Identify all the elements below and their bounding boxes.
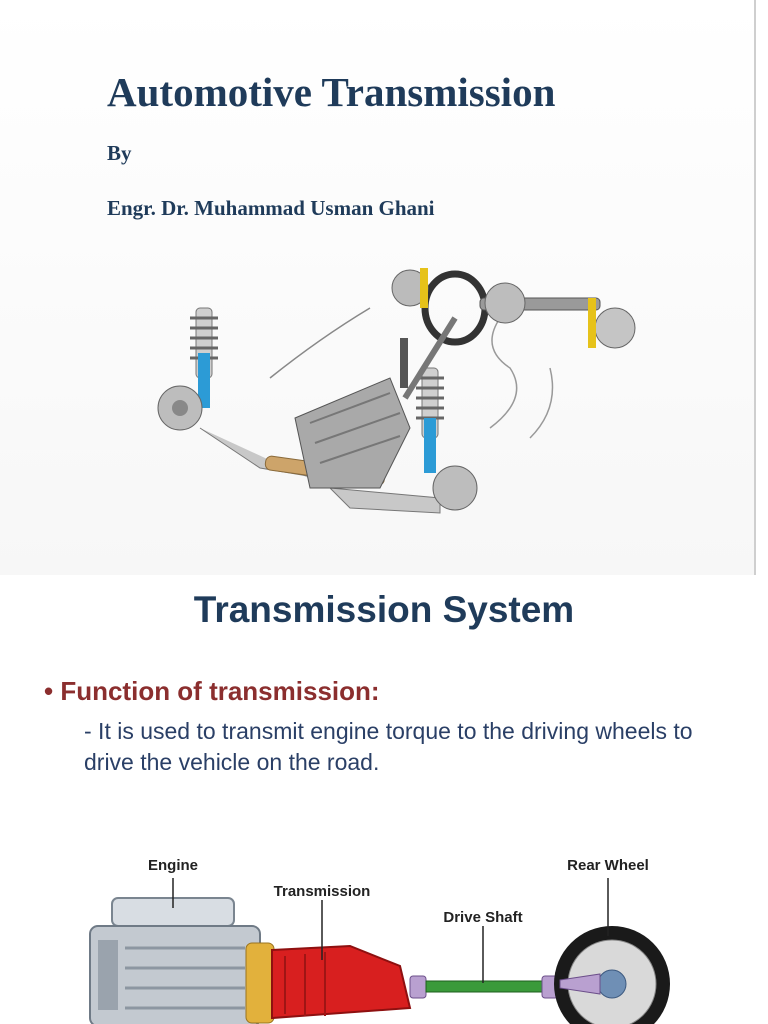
slide-divider xyxy=(754,0,756,575)
slide-1-title: Automotive Transmission xyxy=(107,69,556,115)
label-rear-wheel: Rear Wheel xyxy=(567,857,649,874)
transmission-assembly-illustration xyxy=(150,258,650,538)
bullet-heading: • Function of transmission: xyxy=(44,676,380,706)
transmission-housing xyxy=(272,946,410,1018)
label-transmission: Transmission xyxy=(273,883,371,900)
slide-2-title: Transmission System xyxy=(193,589,575,630)
label-engine: Engine xyxy=(147,857,199,874)
body-text: - It is used to transmit engine torque to the driving wheels to drive the vehicle on the road. xyxy=(84,718,693,775)
label-drive-shaft: Drive Shaft xyxy=(443,909,523,926)
drivetrain-diagram xyxy=(80,848,680,1024)
by-label: By xyxy=(107,141,132,165)
drive-shaft xyxy=(426,981,544,992)
author-name: Engr. Dr. Muhammad Usman Ghani xyxy=(107,196,435,220)
u-joint-front xyxy=(410,976,426,998)
